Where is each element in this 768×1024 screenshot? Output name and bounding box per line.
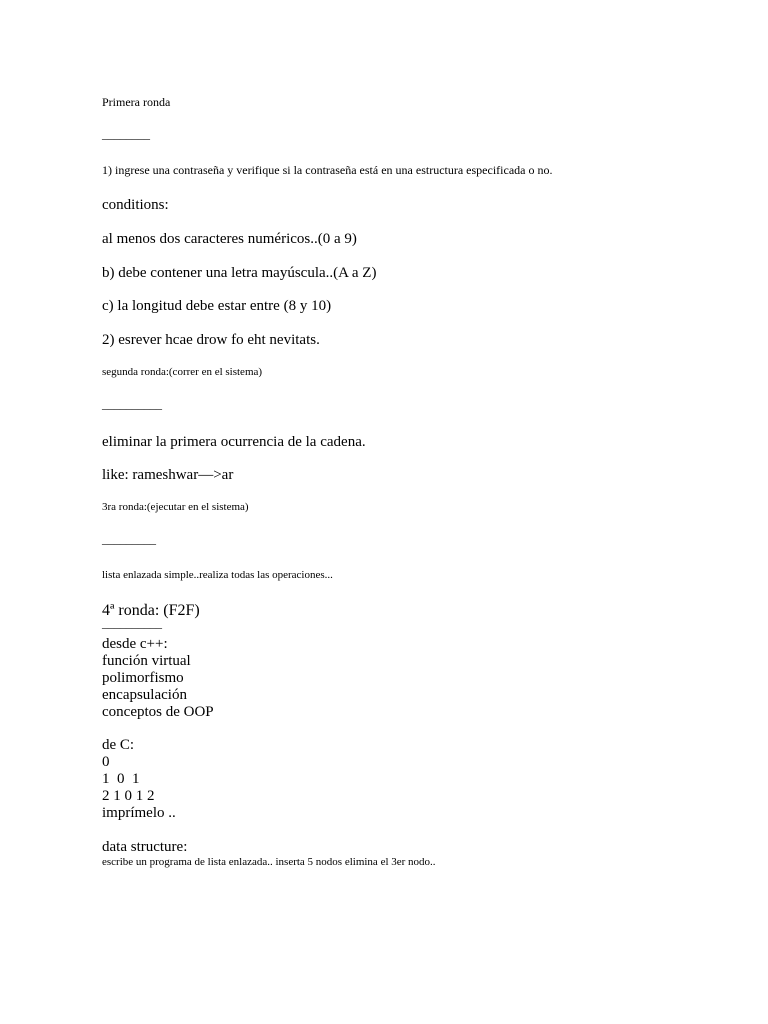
cpp-heading: desde c++: bbox=[102, 636, 168, 652]
cpp-topic-encapsulation: encapsulación bbox=[102, 687, 187, 703]
round3-rule: _________ bbox=[102, 532, 156, 546]
ds-task: escribe un programa de lista enlazada.. inserta 5 nodos elimina el 3er nodo.. bbox=[102, 856, 436, 868]
c-heading: de C: bbox=[102, 737, 135, 753]
condition-b: b) debe contener una letra mayúscula..(A a Z) bbox=[102, 265, 377, 281]
round2-example: like: rameshwar—>ar bbox=[102, 467, 234, 483]
question-1: 1) ingrese una contraseña y verifique si la contraseña está en una estructura especificada o no. bbox=[102, 163, 553, 177]
round4-title: 4ª ronda: (F2F) bbox=[102, 602, 200, 619]
pattern-line-1: 0 bbox=[102, 754, 110, 770]
condition-c: c) la longitud debe estar entre (8 y 10) bbox=[102, 298, 332, 314]
question-2: 2) esrever hcae drow fo eht nevitats. bbox=[102, 332, 320, 348]
condition-a: al menos dos caracteres numéricos..(0 a 9) bbox=[102, 231, 357, 247]
round3-title: 3ra ronda:(ejecutar en el sistema) bbox=[102, 501, 249, 513]
round2-title: segunda ronda:(correr en el sistema) bbox=[102, 366, 263, 378]
c-task: imprímelo .. bbox=[102, 805, 176, 821]
conditions-heading: conditions: bbox=[102, 197, 169, 213]
pattern-line-2: 1 0 1 bbox=[102, 771, 140, 787]
cpp-topic-oop: conceptos de OOP bbox=[102, 704, 214, 720]
pattern-line-3: 2 1 0 1 2 bbox=[102, 788, 155, 804]
round1-title: Primera ronda bbox=[102, 95, 171, 109]
ds-heading: data structure: bbox=[102, 839, 188, 855]
round3-task: lista enlazada simple..realiza todas las operaciones... bbox=[102, 569, 333, 581]
cpp-topic-polymorphism: polimorfismo bbox=[102, 670, 184, 686]
cpp-topic-virtual: función virtual bbox=[102, 653, 191, 669]
round2-task: eliminar la primera ocurrencia de la cadena. bbox=[102, 434, 366, 450]
round2-rule: __________ bbox=[102, 397, 162, 411]
round4-rule: __________ bbox=[102, 616, 162, 630]
round1-rule: ________ bbox=[102, 127, 150, 141]
